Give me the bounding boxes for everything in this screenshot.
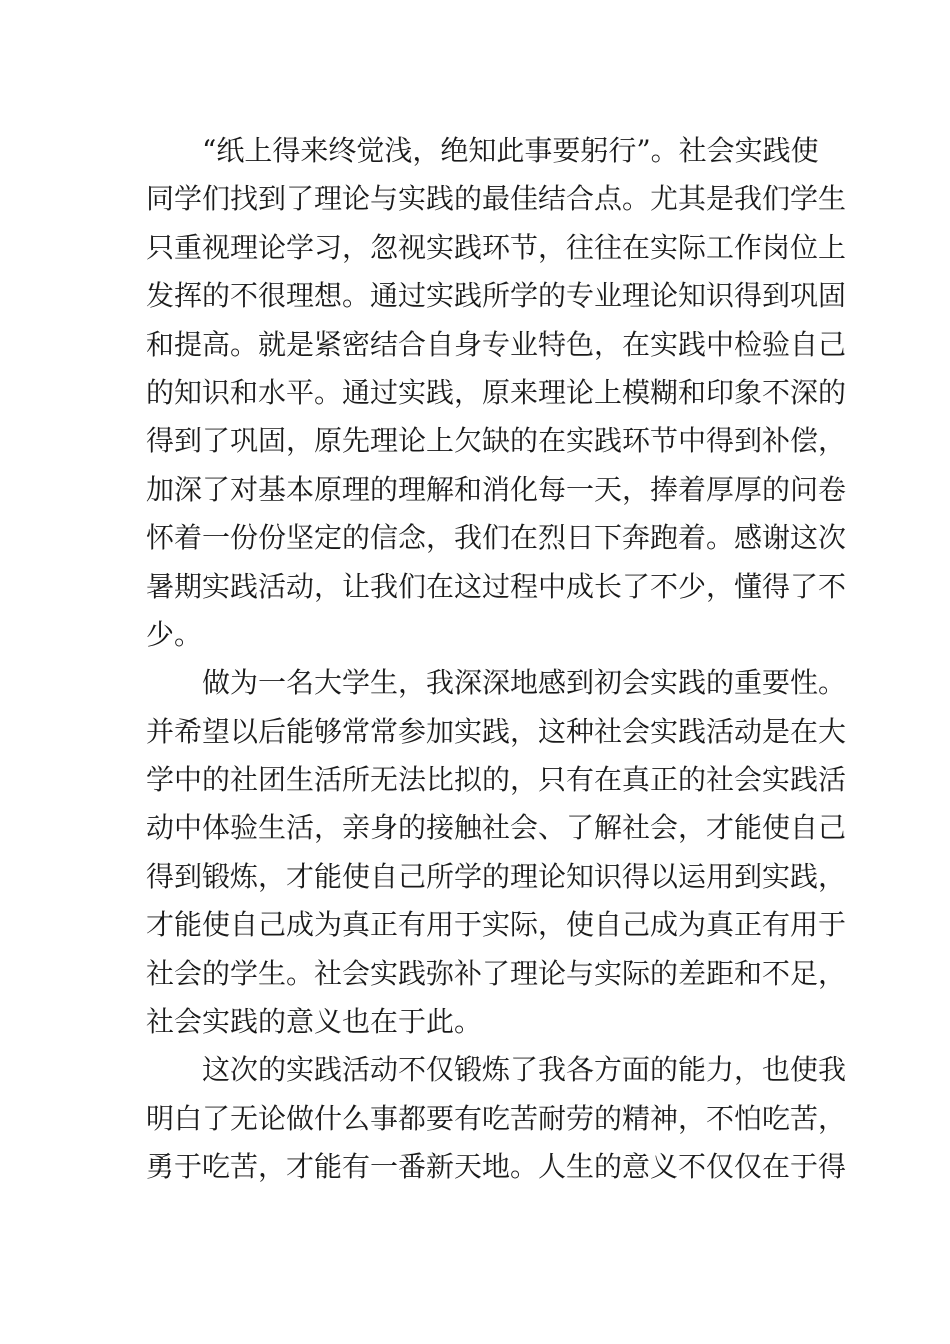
text-line: 得到锻炼，才能使自己所学的理论知识得以运用到实践， [146, 859, 847, 893]
text-line: 发挥的不很理想。通过实践所学的专业理论知识得到巩固 [146, 279, 847, 313]
text-line: 学中的社团生活所无法比拟的，只有在真正的社会实践活 [146, 763, 847, 797]
text-line: 只重视理论学习，忽视实践环节，往往在实际工作岗位上 [146, 230, 847, 264]
paragraph-3 [146, 1046, 847, 1191]
text-line: 怀着一份份坚定的信念，我们在烈日下奔跑着。感谢这次 [146, 521, 847, 555]
text-line: 动中体验生活，亲身的接触社会、了解社会，才能使自己 [146, 811, 847, 845]
text-line: “纸上得来终觉浅，绝知此事要躬行”。社会实践使 [202, 134, 819, 167]
text-line: 和提高。就是紧密结合自身专业特色，在实践中检验自己 [146, 327, 847, 361]
paragraph-1 [146, 127, 847, 659]
text-line: 的知识和水平。通过实践，原来理论上模糊和印象不深的 [146, 375, 847, 409]
text-line: 加深了对基本原理的理解和消化每一天，捧着厚厚的问卷 [146, 472, 847, 506]
text-line: 社会的学生。社会实践弥补了理论与实际的差距和不足， [146, 956, 847, 990]
text-line: 才能使自己成为真正有用于实际，使自己成为真正有用于 [146, 908, 847, 942]
text-line: 这次的实践活动不仅锻炼了我各方面的能力，也使我 [202, 1053, 847, 1087]
text-line: 勇于吃苦，才能有一番新天地。人生的意义不仅仅在于得 [146, 1150, 847, 1184]
text-line: 得到了巩固，原先理论上欠缺的在实践环节中得到补偿， [146, 424, 847, 458]
text-line: 并希望以后能够常常参加实践，这种社会实践活动是在大 [146, 714, 847, 748]
text-line: 少。 [146, 617, 203, 651]
paragraph-2 [146, 659, 847, 1046]
document-body [146, 127, 847, 1192]
text-line: 社会实践的意义也在于此。 [146, 1005, 483, 1039]
text-line: 暑期实践活动，让我们在这过程中成长了不少，懂得了不 [146, 569, 847, 603]
text-line: 同学们找到了理论与实践的最佳结合点。尤其是我们学生 [146, 182, 847, 216]
text-line: 明白了无论做什么事都要有吃苦耐劳的精神，不怕吃苦， [146, 1101, 847, 1135]
text-line: 做为一名大学生，我深深地感到初会实践的重要性。 [202, 666, 847, 700]
